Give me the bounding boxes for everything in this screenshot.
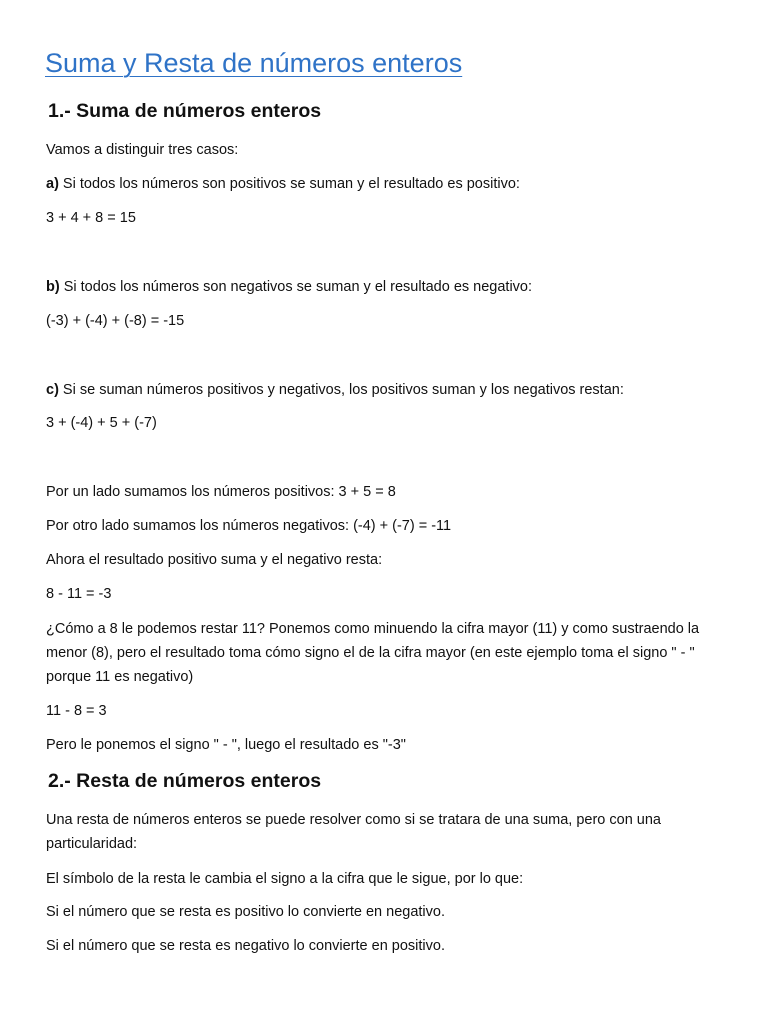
case-b-letter: b)	[46, 279, 60, 295]
case-a-letter: a)	[46, 176, 59, 192]
case-b-example: (-3) + (-4) + (-8) = -15	[46, 313, 185, 329]
document-title: Suma y Resta de números enteros	[45, 48, 463, 78]
case-c-example: 3 + (-4) + 5 + (-7)	[46, 415, 157, 431]
step-sign: Pero le ponemos el signo " - ", luego el resultado es "-3"	[46, 737, 406, 753]
case-b-text: Si todos los números son negativos se suman y el resultado es negativo:	[59, 279, 533, 295]
section2-paragraph-4: Si el número que se resta es negativo lo convierte en positivo.	[46, 938, 445, 954]
case-b-line	[46, 275, 532, 299]
section1-heading: 1.- Suma de números enteros	[48, 100, 322, 122]
section2-heading: 2.- Resta de números enteros	[48, 770, 322, 792]
case-a-example: 3 + 4 + 8 = 15	[46, 210, 136, 226]
case-a-text: Si todos los números son positivos se suman y el resultado es positivo:	[58, 176, 520, 192]
step-combine: Ahora el resultado positivo suma y el negativo resta:	[46, 552, 383, 568]
case-c-text: Si se suman números positivos y negativos, los positivos suman y los negativos restan:	[58, 382, 624, 398]
section2-paragraph-1: Una resta de números enteros se puede resolver como si se tratara de una suma, pero con una particularidad:	[46, 812, 661, 852]
section2-paragraph-2: El símbolo de la resta le cambia el signo a la cifra que le sigue, por lo que:	[46, 871, 524, 887]
case-c-letter: c)	[46, 382, 59, 398]
step-result: 8 - 11 = -3	[46, 586, 112, 602]
case-c-line	[46, 378, 624, 402]
step-negative-sum: Por otro lado sumamos los números negativos: (-4) + (-7) = -11	[46, 518, 452, 534]
section2-paragraph-3: Si el número que se resta es positivo lo convierte en negativo.	[46, 904, 445, 920]
step-subtraction: 11 - 8 = 3	[46, 703, 107, 719]
case-a-line	[46, 172, 520, 196]
step-positive-sum: Por un lado sumamos los números positivos: 3 + 5 = 8	[46, 484, 396, 500]
explanation-paragraph: ¿Cómo a 8 le podemos restar 11? Ponemos como minuendo la cifra mayor (11) y como sustraendo la menor (8), pero el resultado toma cómo signo el de la cifra mayor (en este ejemplo toma el signo " - " porque 11 es negativo)	[46, 621, 700, 685]
section1-intro: Vamos a distinguir tres casos:	[46, 142, 239, 158]
